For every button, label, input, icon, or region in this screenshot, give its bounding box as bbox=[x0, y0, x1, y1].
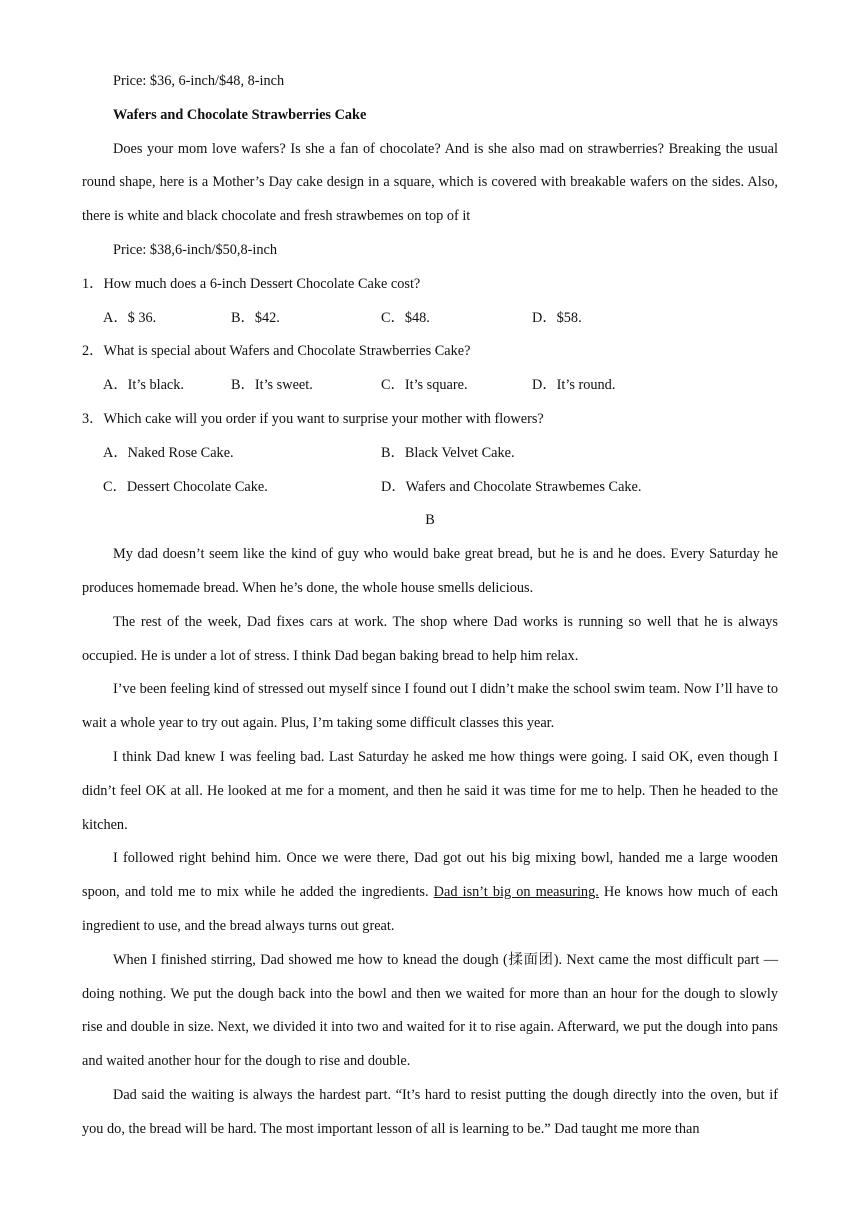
question-3-options-row-2 bbox=[82, 471, 778, 505]
option-a[interactable]: A．Naked Rose Cake. bbox=[103, 444, 234, 461]
question-3-options-row-1 bbox=[82, 437, 778, 471]
passage-paragraph-1: My dad doesn’t seem like the kind of guy who would bake great bread, but he is and he does. Every Saturday he produces homemade bread. When he’s done, the whole house smells delicious. bbox=[82, 546, 778, 596]
section-heading-b: B bbox=[425, 512, 435, 529]
option-b[interactable]: B．$42. bbox=[231, 309, 280, 326]
option-d[interactable]: D．Wafers and Chocolate Strawbemes Cake. bbox=[381, 478, 642, 495]
passage-paragraph-7: Dad said the waiting is always the hardest part. “It’s hard to resist putting the dough directly into the oven, but if you do, the bread will be hard. The most important lesson of all is learning to be.” Dad taught me more than bbox=[82, 1086, 778, 1137]
option-a[interactable]: A．$ 36. bbox=[103, 309, 157, 326]
question-3: 3．Which cake will you order if you want to surprise your mother with flowers? bbox=[82, 410, 544, 427]
option-a[interactable]: A．It’s black. bbox=[103, 377, 184, 394]
document-body bbox=[82, 65, 778, 1147]
price-line-previous: Price: $36, 6-inch/$48, 8-inch bbox=[113, 73, 285, 89]
question-2-options bbox=[82, 369, 778, 403]
cake-description: Does your mom love wafers? Is she a fan of chocolate? And is she also mad on strawberries? Breaking the usual round shape, here is a Mother’s Day cake design in a square, which is covered with breakable wafers on the sides. Also, there is white and black chocolate and fresh strawbemes on top of it bbox=[82, 140, 778, 225]
option-c[interactable]: C．$48. bbox=[381, 309, 430, 326]
option-b[interactable]: B．It’s sweet. bbox=[231, 377, 313, 394]
underlined-phrase: Dad isn’t big on measuring. bbox=[433, 884, 599, 901]
passage-paragraph-5 bbox=[82, 842, 778, 943]
question-1: 1．How much does a 6-inch Dessert Chocolate Cake cost? bbox=[82, 275, 421, 292]
question-1-options bbox=[82, 302, 778, 336]
option-b[interactable]: B．Black Velvet Cake. bbox=[381, 444, 515, 461]
option-c[interactable]: C．Dessert Chocolate Cake. bbox=[103, 478, 268, 495]
passage-paragraph-6: When I finished stirring, Dad showed me how to knead the dough (揉面团). Next came the most difficult part — doing nothing. We put the dough back into the bowl and then we waited for more than an hour for the dough to slowly rise and double in size. Next, we divided it into two and waited for it to rise again. Afterward, we put the dough into pans and waited another hour for the dough to rise and double. bbox=[82, 951, 778, 1070]
passage-paragraph-3: I’ve been feeling kind of stressed out myself since I found out I didn’t make the school swim team. Now I’ll have to wait a whole year to try out again. Plus, I’m taking some difficult classes this year. bbox=[82, 681, 778, 732]
passage-text: I followed right behind him. Once we were there, Dad got out his big mixing bowl, handed me a large wooden spoon, and told me to mix while he added the ingredients. bbox=[82, 850, 778, 901]
passage-paragraph-2: The rest of the week, Dad fixes cars at work. The shop where Dad works is running so well that he is always occupied. He is under a lot of stress. I think Dad began baking bread to help him relax. bbox=[82, 613, 778, 664]
option-d[interactable]: D．$58. bbox=[532, 309, 582, 326]
passage-paragraph-4: I think Dad knew I was feeling bad. Last Saturday he asked me how things were going. I said OK, even though I didn’t feel OK at all. He looked at me for a moment, and then he said it was time for me to help. Then he headed to the kitchen. bbox=[82, 748, 778, 833]
option-c[interactable]: C．It’s square. bbox=[381, 377, 468, 394]
cake-title: Wafers and Chocolate Strawberries Cake bbox=[113, 106, 367, 123]
cake-price: Price: $38,6-inch/$50,8-inch bbox=[113, 241, 277, 258]
option-d[interactable]: D．It’s round. bbox=[532, 377, 616, 394]
question-2: 2．What is special about Wafers and Chocolate Strawberries Cake? bbox=[82, 343, 471, 360]
passage-text: He knows how much of each ingredient to use, and the bread always turns out great. bbox=[82, 884, 778, 934]
